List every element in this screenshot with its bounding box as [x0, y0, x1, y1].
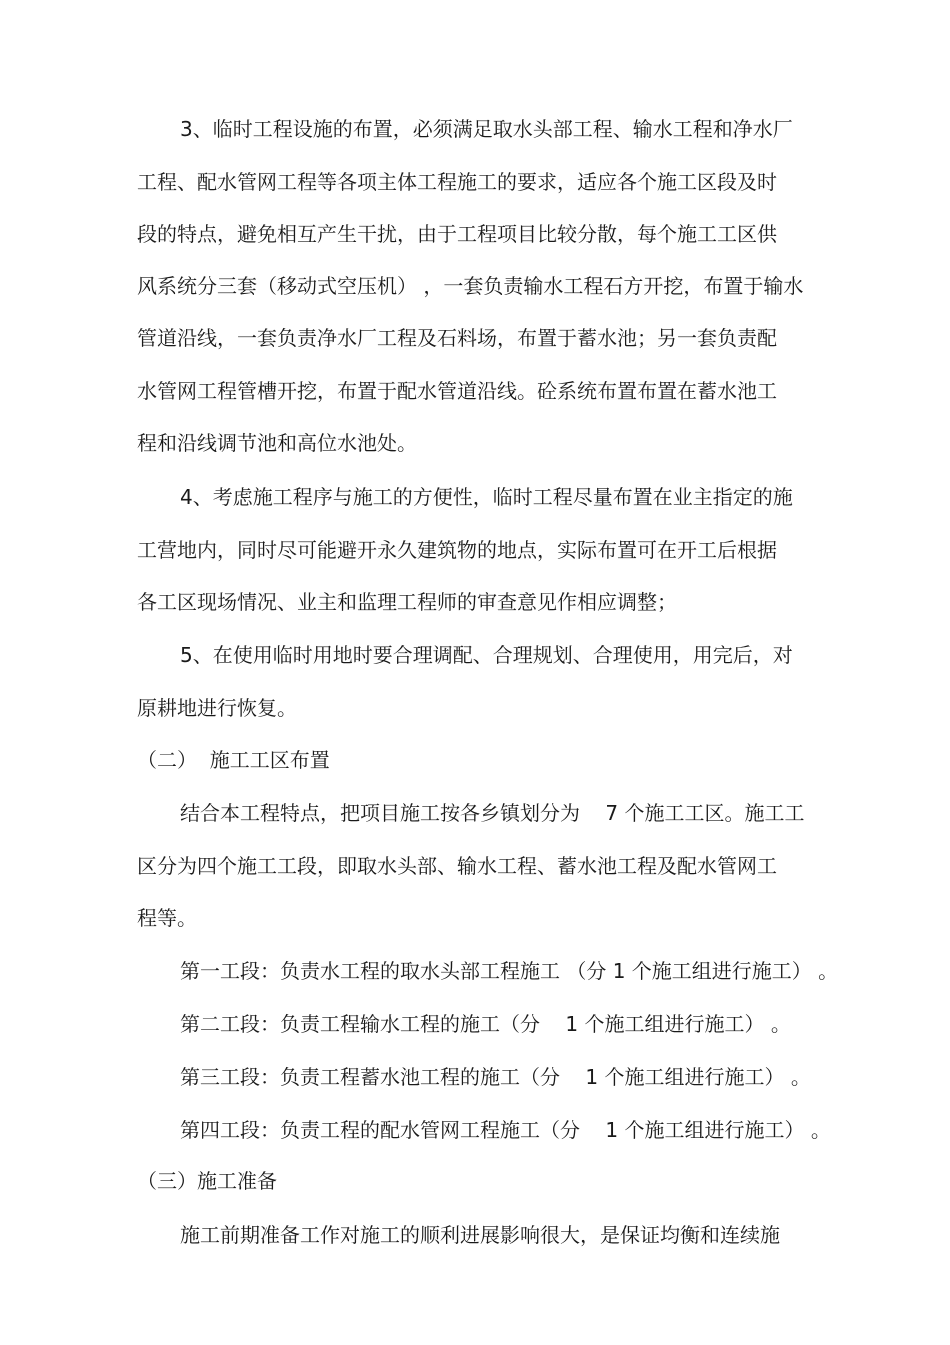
preparation-paragraph-line-1: 施工前期准备工作对施工的顺利进展影响很大，是保证均衡和连续施 — [180, 1223, 780, 1247]
zones-paragraph-line-2: 区分为四个施工工段，即取水头部、输水工程、蓄水池工程及配水管网工 — [137, 854, 777, 878]
section-heading-3: （三）施工准备 — [137, 1169, 277, 1193]
zones-paragraph-line-3: 程等。 — [137, 906, 197, 930]
paragraph-3-line-2: 工程、配水管网工程等各项主体工程施工的要求，适应各个施工区段及时 — [137, 170, 777, 194]
paragraph-4-line-3: 各工区现场情况、业主和监理工程师的审查意见作相应调整； — [137, 590, 677, 614]
segment-2-item: 第二工段：负责工程输水工程的施工（分 1 个施工组进行施工） 。 — [180, 1012, 791, 1036]
paragraph-3-line-6: 水管网工程管槽开挖，布置于配水管道沿线。砼系统布置布置在蓄水池工 — [137, 379, 777, 403]
paragraph-3-line-7: 程和沿线调节池和高位水池处。 — [137, 431, 417, 455]
section-heading-2: （二） 施工工区布置 — [137, 748, 330, 772]
segment-4-item: 第四工段：负责工程的配水管网工程施工（分 1 个施工组进行施工） 。 — [180, 1118, 831, 1142]
paragraph-5-line-2: 原耕地进行恢复。 — [137, 696, 297, 720]
paragraph-5-line-1: 5、在使用临时用地时要合理调配、合理规划、合理使用，用完后，对 — [180, 643, 793, 667]
paragraph-3-line-3: 段的特点，避免相互产生干扰，由于工程项目比较分散，每个施工工区供 — [137, 222, 777, 246]
segment-3-item: 第三工段：负责工程蓄水池工程的施工（分 1 个施工组进行施工） 。 — [180, 1065, 811, 1089]
zones-paragraph-line-1: 结合本工程特点，把项目施工按各乡镇划分为 7 个施工工区。施工工 — [180, 801, 805, 825]
paragraph-3-line-1: 3、临时工程设施的布置，必须满足取水头部工程、输水工程和净水厂 — [180, 117, 793, 141]
paragraph-3-line-4: 风系统分三套（移动式空压机） ，一套负责输水工程石方开挖，布置于输水 — [137, 274, 804, 298]
segment-1-item: 第一工段：负责水工程的取水头部工程施工 （分 1 个施工组进行施工） 。 — [180, 959, 839, 983]
paragraph-4-line-2: 工营地内，同时尽可能避开永久建筑物的地点，实际布置可在开工后根据 — [137, 538, 777, 562]
paragraph-3-line-5: 管道沿线，一套负责净水厂工程及石料场，布置于蓄水池；另一套负责配 — [137, 326, 777, 350]
paragraph-4-line-1: 4、考虑施工程序与施工的方便性，临时工程尽量布置在业主指定的施 — [180, 485, 793, 509]
